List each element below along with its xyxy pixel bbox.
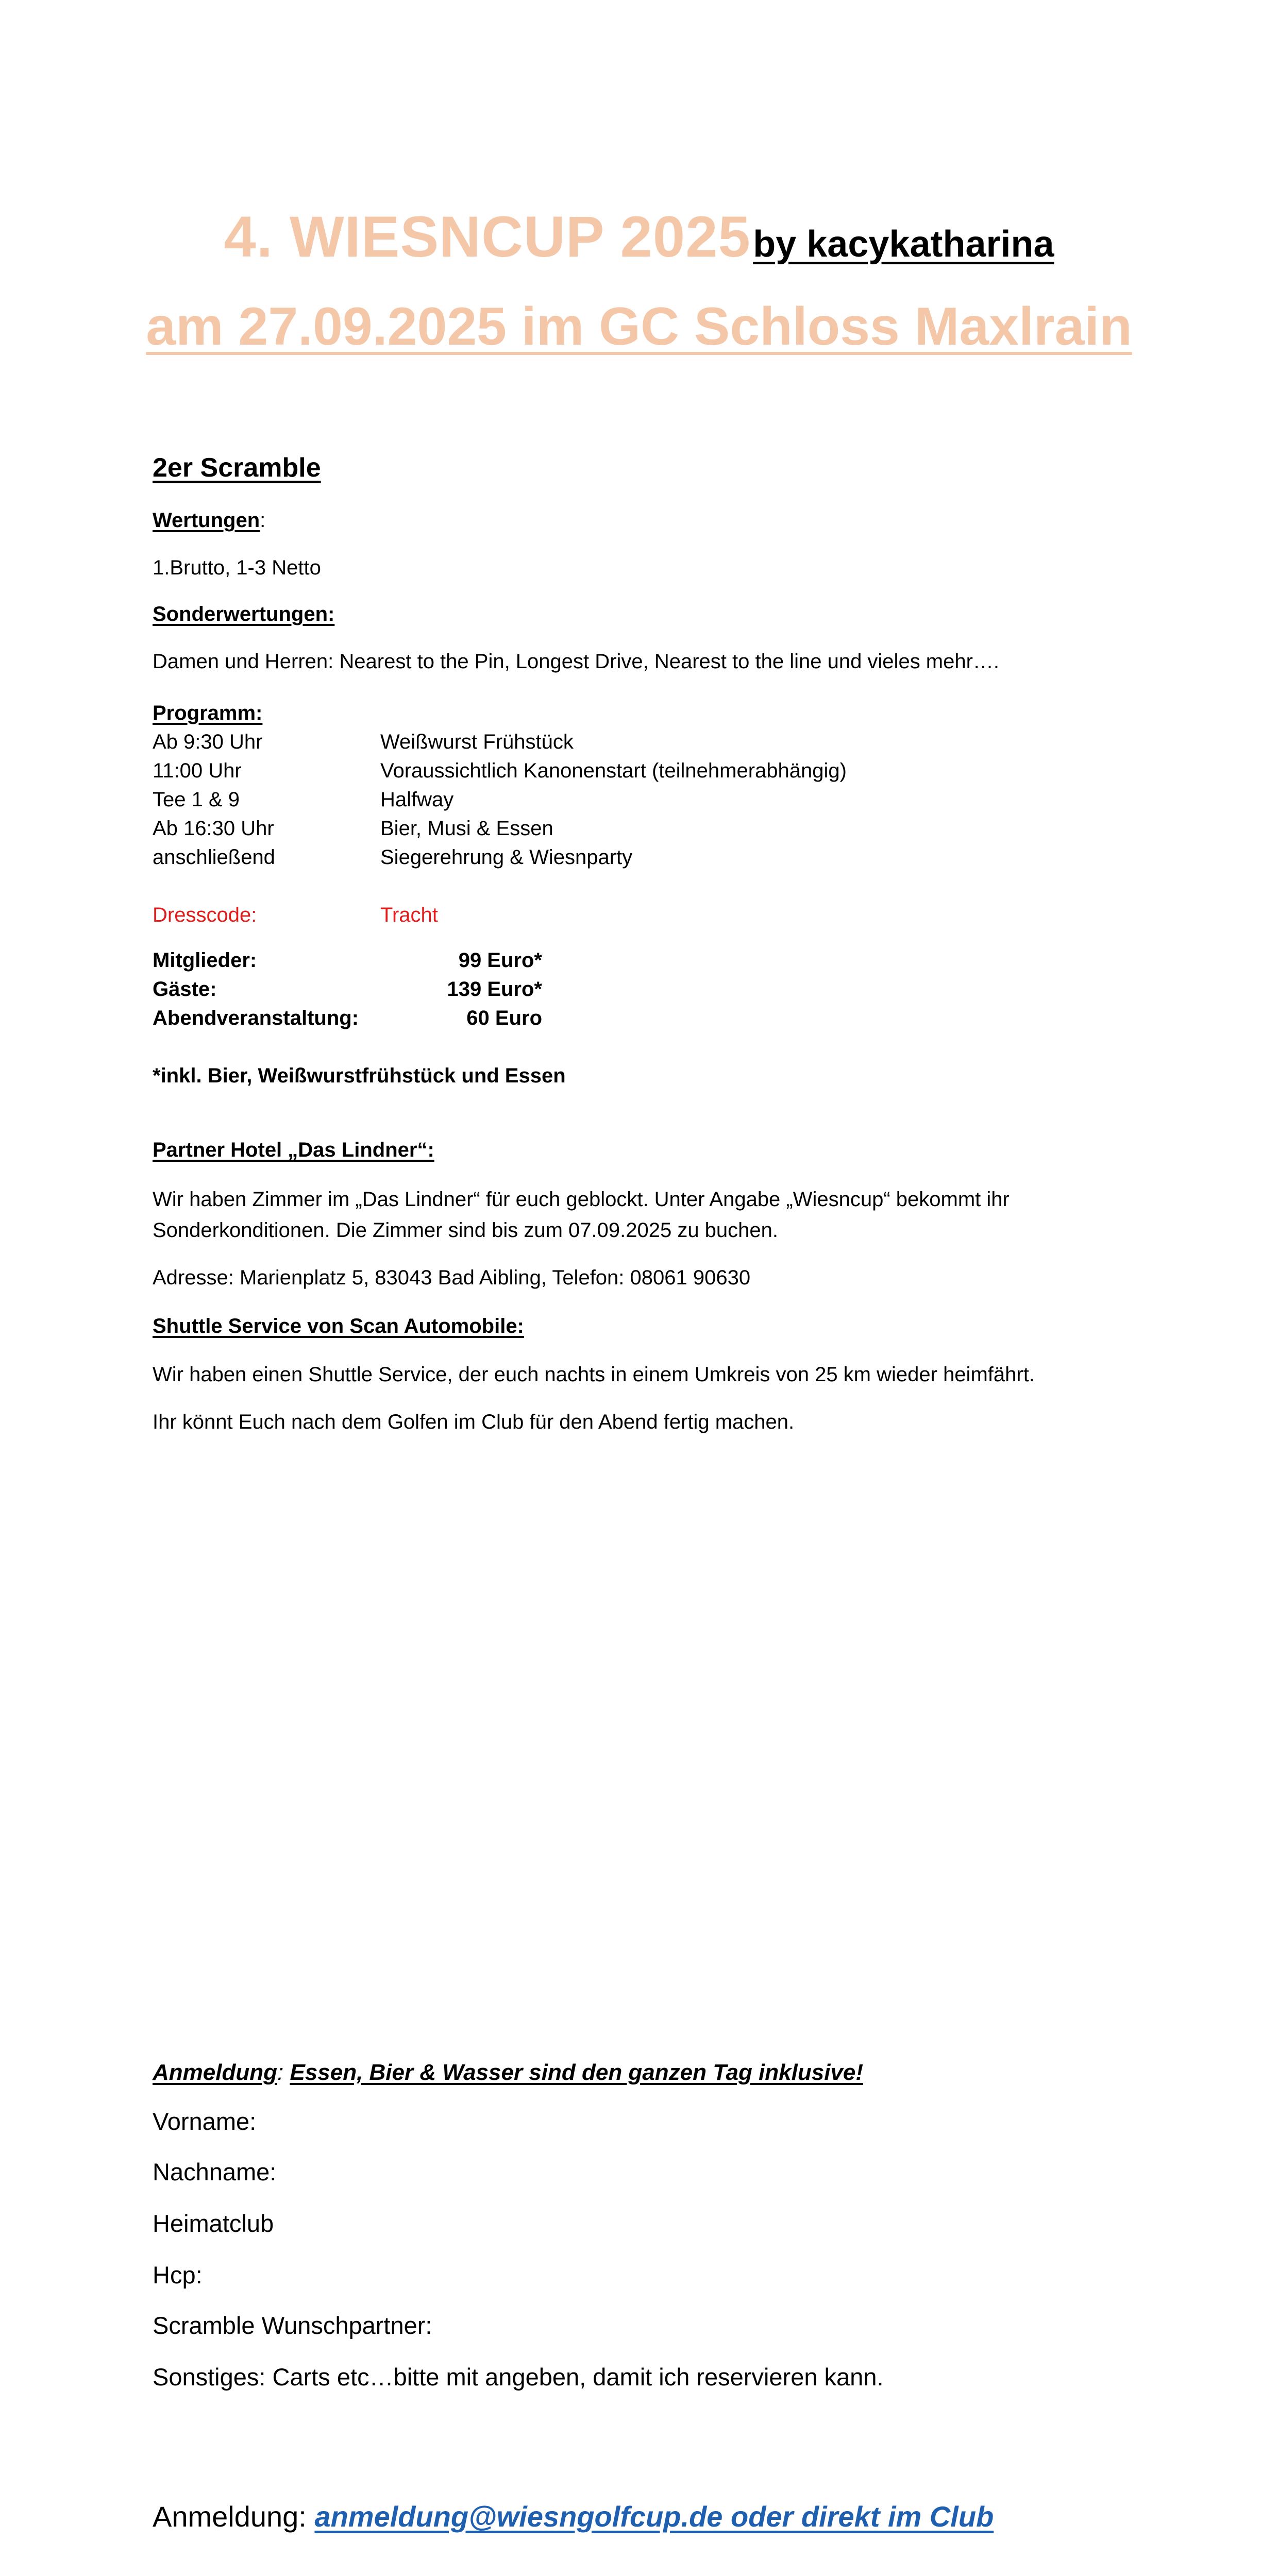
programm-time: Ab 16:30 Uhr xyxy=(153,817,274,840)
programm-heading: Programm: xyxy=(153,702,263,724)
sonderwertungen-text: Damen und Herren: Nearest to the Pin, Longest Drive, Nearest to the line und vieles mehr…. xyxy=(153,650,1000,673)
wertungen-colon: : xyxy=(260,509,266,532)
programm-desc: Bier, Musi & Essen xyxy=(380,817,553,840)
programm-time: Tee 1 & 9 xyxy=(153,788,240,811)
programm-desc: Halfway xyxy=(380,788,454,811)
form-field-label: Heimatclub xyxy=(153,2210,274,2237)
format-heading: 2er Scramble xyxy=(153,453,321,483)
hotel-text-line2: Sonderkonditionen. Die Zimmer sind bis zum 07.09.2025 zu buchen. xyxy=(153,1219,779,1242)
registration-colon: : xyxy=(277,2060,290,2085)
price-footnote: *inkl. Bier, Weißwurstfrühstück und Essen xyxy=(153,1064,566,1087)
wertungen-text: 1.Brutto, 1-3 Netto xyxy=(153,556,321,579)
dresscode-value: Tracht xyxy=(380,904,438,926)
programm-desc: Weißwurst Frühstück xyxy=(380,731,574,753)
registration-contact-label: Anmeldung: xyxy=(153,2500,315,2533)
price-label: Gäste: xyxy=(153,978,217,1001)
shuttle-text-line2: Ihr könnt Euch nach dem Golfen im Club für den Abend fertig machen. xyxy=(153,1411,795,1433)
event-title xyxy=(0,204,1278,270)
form-field-label: Vorname: xyxy=(153,2108,257,2135)
price-label: Abendveranstaltung: xyxy=(153,1007,359,1029)
programm-desc: Voraussichtlich Kanonenstart (teilnehmerabhängig) xyxy=(380,759,847,782)
event-date-location: am 27.09.2025 im GC Schloss Maxlrain xyxy=(146,297,1132,357)
event-title-main: 4. WIESNCUP 2025 xyxy=(224,205,751,269)
price-value: 99 Euro* xyxy=(458,949,542,972)
price-value: 139 Euro* xyxy=(447,978,542,1001)
programm-time: 11:00 Uhr xyxy=(153,759,242,782)
registration-heading xyxy=(153,2060,863,2086)
shuttle-heading: Shuttle Service von Scan Automobile: xyxy=(153,1315,524,1337)
shuttle-text-line1: Wir haben einen Shuttle Service, der euch nachts in einem Umkreis von 25 km wieder heimfährt. xyxy=(153,1363,1035,1386)
programm-time: anschließend xyxy=(153,846,275,869)
form-field-label: Sonstiges: Carts etc…bitte mit angeben, damit ich reservieren kann. xyxy=(153,2363,884,2391)
hotel-heading: Partner Hotel „Das Lindner“: xyxy=(153,1139,434,1161)
dresscode-label: Dresscode: xyxy=(153,904,257,926)
wertungen-label: Wertungen xyxy=(153,509,260,532)
price-value: 60 Euro xyxy=(466,1007,542,1029)
event-organizer: by kacykatharina xyxy=(753,224,1054,265)
programm-desc: Siegerehrung & Wiesnparty xyxy=(380,846,633,869)
sonderwertungen-heading: Sonderwertungen: xyxy=(153,603,335,625)
price-label: Mitglieder: xyxy=(153,949,257,972)
programm-time: Ab 9:30 Uhr xyxy=(153,731,263,753)
registration-subtitle: Essen, Bier & Wasser sind den ganzen Tag inklusive! xyxy=(290,2060,864,2085)
registration-email-link[interactable]: anmeldung@wiesngolfcup.de oder direkt im Club xyxy=(314,2500,994,2533)
wertungen-heading xyxy=(153,509,265,532)
hotel-address: Adresse: Marienplatz 5, 83043 Bad Aibling, Telefon: 08061 90630 xyxy=(153,1266,751,1289)
form-field-label: Nachname: xyxy=(153,2158,277,2185)
form-field-label: Hcp: xyxy=(153,2261,203,2289)
registration-label: Anmeldung xyxy=(153,2060,277,2085)
hotel-text-line1: Wir haben Zimmer im „Das Lindner“ für euch geblockt. Unter Angabe „Wiesncup“ bekommt ihr xyxy=(153,1188,1010,1211)
form-field-label: Scramble Wunschpartner: xyxy=(153,2312,432,2339)
registration-contact xyxy=(153,2500,994,2533)
